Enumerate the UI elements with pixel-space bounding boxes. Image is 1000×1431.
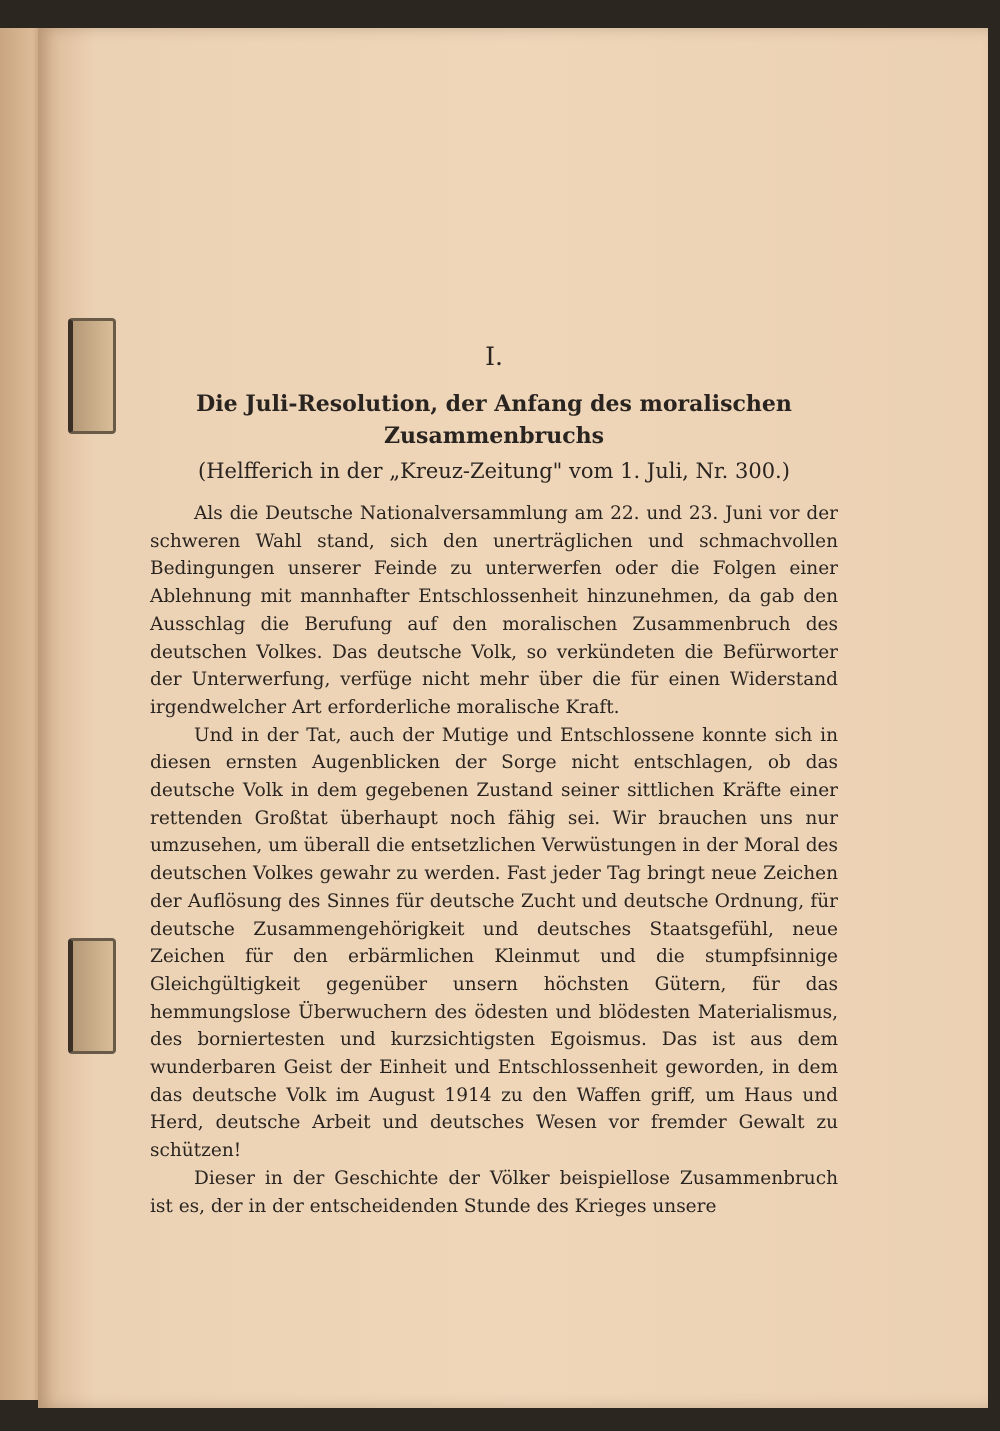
chapter-title-line-1: Die Juli-Resolution, der Anfang des moralischen: [196, 391, 792, 417]
paragraph-3: Dieser in der Geschichte der Völker beispiellose Zusammenbruch ist es, der in der entscheidenden Stunde des Krieges unsere: [150, 1167, 838, 1217]
paragraph-2: Und in der Tat, auch der Mutige und Entschlossene konnte sich in diesen ernsten Augenblicken der Sorge nicht entschlagen, ob das deutsche Volk in dem gegebenen Zustand seiner sittlichen Kräfte einer rettenden Großtat überhaupt noch fähig sei. Wir brauchen uns nur umzusehen, um überall die entsetzlichen Verwüstungen in der Moral des deutschen Volkes gewahr zu werden. Fast jeder Tag bringt neue Zeichen der Auflösung des Sinnes für deutsche Zucht und deutsche Ordnung, für deutsche Zusammengehörigkeit und deutsches Staatsgefühl, neue Zeichen für den erbärmlichen Kleinmut und die stumpfsinnige Gleichgültigkeit gegenüber unsern höchsten Gütern, für das hemmungslose Überwuchern des ödesten und blödesten Materialismus, des borniertesten und kurzsichtigsten Egoismus. Das ist aus dem wunderbaren Geist der Einheit und Entschlossenheit geworden, in dem das deutsche Volk im August 1914 zu den Waffen griff, um Haus und Herd, deutsche Arbeit und deutsches Wesen vor fremder Gewalt zu schützen!: [150, 724, 838, 1162]
staple-bottom: [68, 938, 116, 1054]
page-text: [150, 340, 838, 1220]
source-citation: (Helfferich in der „Kreuz-Zeitung" vom 1. Juli, Nr. 300.): [198, 459, 790, 483]
chapter-number: I.: [485, 342, 503, 371]
staple-top: [68, 318, 116, 434]
paragraph-1: Als die Deutsche Nationalversammlung am 22. und 23. Juni vor der schweren Wahl stand, sich den unerträglichen und schmachvollen Bedingungen unserer Feinde zu unterwerfen oder die Folgen einer Ablehnung mit mannhafter Entschlossenheit hinzunehmen, da gab den Ausschlag die Berufung auf den moralischen Zusammenbruch des deutschen Volkes. Das deutsche Volk, so verkündeten die Befürworter der Unterwerfung, verfüge nicht mehr über die für einen Widerstand irgendwelcher Art erforderliche moralische Kraft.: [150, 503, 838, 718]
chapter-title-line-2: Zusammenbruchs: [384, 423, 604, 449]
